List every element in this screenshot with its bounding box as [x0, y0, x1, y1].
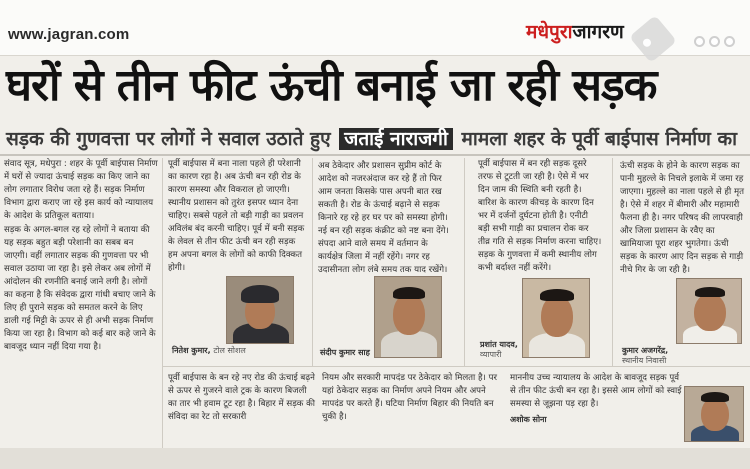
- bottom-edge: [0, 448, 750, 469]
- caption-role: स्थानीय निवासी: [622, 356, 667, 365]
- divider: [0, 154, 750, 156]
- subheadline: [6, 126, 746, 152]
- quote-col8: [510, 372, 682, 442]
- logo-brand: जागरण: [572, 22, 624, 43]
- caption-name: अशोक सोना: [510, 415, 547, 424]
- masthead-strip: [0, 0, 750, 56]
- caption-name: कुमार अजगरेंद्र,: [622, 346, 669, 355]
- caption-name: संदीप कुमार साह: [320, 348, 370, 357]
- headline: घरों से तीन फीट ऊंची बनाई जा रही सड़क: [6, 60, 657, 111]
- logo-city: मधेपुरा: [526, 22, 573, 43]
- photo-caption-4: [622, 346, 668, 366]
- more-dots-icon[interactable]: [694, 34, 742, 48]
- article-body-col1: [4, 158, 158, 454]
- paragraph: सड़क के अगल-बगल रह रहे लोगों ने बताया की यह सड़क बहुत बड़ी परेशानी का सबब बन जाएगी। वहीं लगातार सड़क की गुणवत्ता पर भी सवाल उठाया जा रहा है। इसे लेकर अब लोगों में आंदोलन की रणनीति बनाई जाने लगी है। लोगों का कहना है कि संवेदक द्वारा गांधी बचाए जाने के लिए ही पुराने सड़क को समतल करने के लिए डाली गई मिट्टी के ऊपर से ही अभी सड़क निर्माण किया जा रहा है। विभाग को कई बार कहे जाने के बावजूद ध्यान नहीं दिया गया है।: [4, 225, 156, 352]
- site-url: www.jagran.com: [8, 26, 130, 43]
- column-divider: [162, 158, 163, 448]
- tag-icon[interactable]: [629, 15, 677, 63]
- column-divider: [312, 158, 313, 366]
- quote-col5: ऊंची सड़क के होने के कारण सड़क का पानी मुहल्ले के निचले इलाके में जमा रह जाएगा। मुहल्ले का नाला पहले से ही मृत है। ऐसे में शहर में बीमारी और महामारी फैलना ही है। नगर परिषद की लापरवाही और जिला प्रशासन के रवैए का खामियाजा पूरा शहर भुगतेगा। ऊंची सड़क के कारण आए दिन सड़क से गाड़ी नीचे गिर के जा रही है।: [620, 161, 744, 275]
- newspaper-logo: [526, 18, 624, 44]
- quote-col3: अब ठेकेदार और प्रशासन सुप्रीम कोर्ट के आदेश को नजरअंदाज कर रहे हैं तो फिर आम जनता किसके पास अपनी बात रख सकती है। रोड के ऊंचाई बढ़ाने से सड़क किनारे रह रहे हर घर पर को समस्या होगी। नई बन रही सड़क कंक्रीट को नष्ट बना देंगे। संपदा आने वाले समय में वर्तमान के कार्यक्षेत्र जिला में नहीं रहेंगे। नगर रह उदासीनता लोग लंबे समय तक याद रखेंगे।: [318, 161, 449, 275]
- column-divider: [464, 158, 465, 366]
- quote-text: माननीय उच्च न्यायालय के आदेश के बावजूद सड़क पूर्व से तीन फीट ऊंची बन रहा है। इससे आम लोगों को स्वाई समस्या से जूझना पड़ रहा है।: [510, 373, 682, 409]
- caption-role: टोल सोशल: [213, 346, 246, 355]
- caption-role: व्यापारी: [480, 350, 502, 359]
- portrait-photo-3: [522, 278, 590, 358]
- portrait-photo-2: [374, 276, 442, 358]
- portrait-photo-4: [676, 278, 742, 344]
- photo-caption-2: [320, 348, 370, 358]
- photo-caption-1: [172, 346, 246, 356]
- subhead-highlight: जताई नाराजगी: [339, 128, 453, 150]
- subhead-after: मामला शहर के पूर्वी बाईपास निर्माण का: [461, 128, 737, 150]
- caption-name: प्रशांत यादव,: [480, 340, 518, 349]
- quote-col6: पूर्वी बाईपास के बन रहे नए रोड की ऊंचाई बढ़ने से ऊपर से गुजरने वाले ट्रक के कारण बिजली का तार भी हवाम टूट रहा है। बिहार में सड़क की संविदा का रेट तो सरकारी: [168, 373, 315, 422]
- row-divider: [162, 366, 750, 367]
- subhead-before: सड़क की गुणवत्ता पर लोगों ने सवाल उठाते हुए: [6, 128, 331, 150]
- quote-col7: नियम और सरकारी मापदंड पर ठेकेदार को मिलता है। पर यहां ठेकेदार सड़क का निर्माण अपने नियम और अपने मापदंड पर करते हैं। घटिया निर्माण बिहार की नियति बन चुकी है।: [322, 373, 497, 422]
- portrait-photo-1: [226, 276, 294, 344]
- portrait-photo-5: [684, 386, 744, 442]
- photo-caption-3: [480, 340, 518, 360]
- column-divider: [612, 158, 613, 366]
- photo-caption-5: [510, 415, 682, 425]
- quote-col4: पूर्वी बाईपास में बन रही सड़क दूसरे तरफ से टूटती जा रही है। ऐसे में भर दिन जाम की स्थिति बनी रहती है। बारिश के कारण कीचड़ के कारण दिन भर में दर्जनों दुर्घटना होती है। एनीटी बड़ी सभी गाड़ी का प्रचालन रोक कर तीव्र गति से सड़क निर्माण करना चाहिए। सड़क के गुणवत्ता में कमी स्थानीय लोग कभी बर्दाश्त नहीं करेंगे।: [478, 159, 602, 273]
- caption-name: नितेश कुमार,: [172, 346, 211, 355]
- paragraph: संवाद सूत्र, मधेपुरा : शहर के पूर्वी बाईपास निर्माण में घरों से ज्यादा ऊंचाई सड़क का किए जाने का लोग लगातार विरोध जता रहे हैं। सड़क निर्माण विभाग द्वारा कराए जा रहे इस कार्य को न्यायालय के आदेश के प्रतिकूल बताया।: [4, 159, 158, 221]
- quote-col2: पूर्वी बाईपास में बना नाला पहले ही परेशानी का कारण रहा है। अब ऊंची बन रही रोड के कारण समस्या और विकराल हो जाएगी। स्थानीय प्रशासन को तुरंत इसपर ध्यान देना चाहिए। सबसे पहले तो बड़ी गाड़ी का प्रवलन अविलंब बंद करनी चाहिए। पूर्व में बनी सड़क के लेवल से तीन फीट ऊंची बन रही सड़क हम अपना बगल के लोगों को काफी दिक्कत होगी।: [168, 159, 305, 273]
